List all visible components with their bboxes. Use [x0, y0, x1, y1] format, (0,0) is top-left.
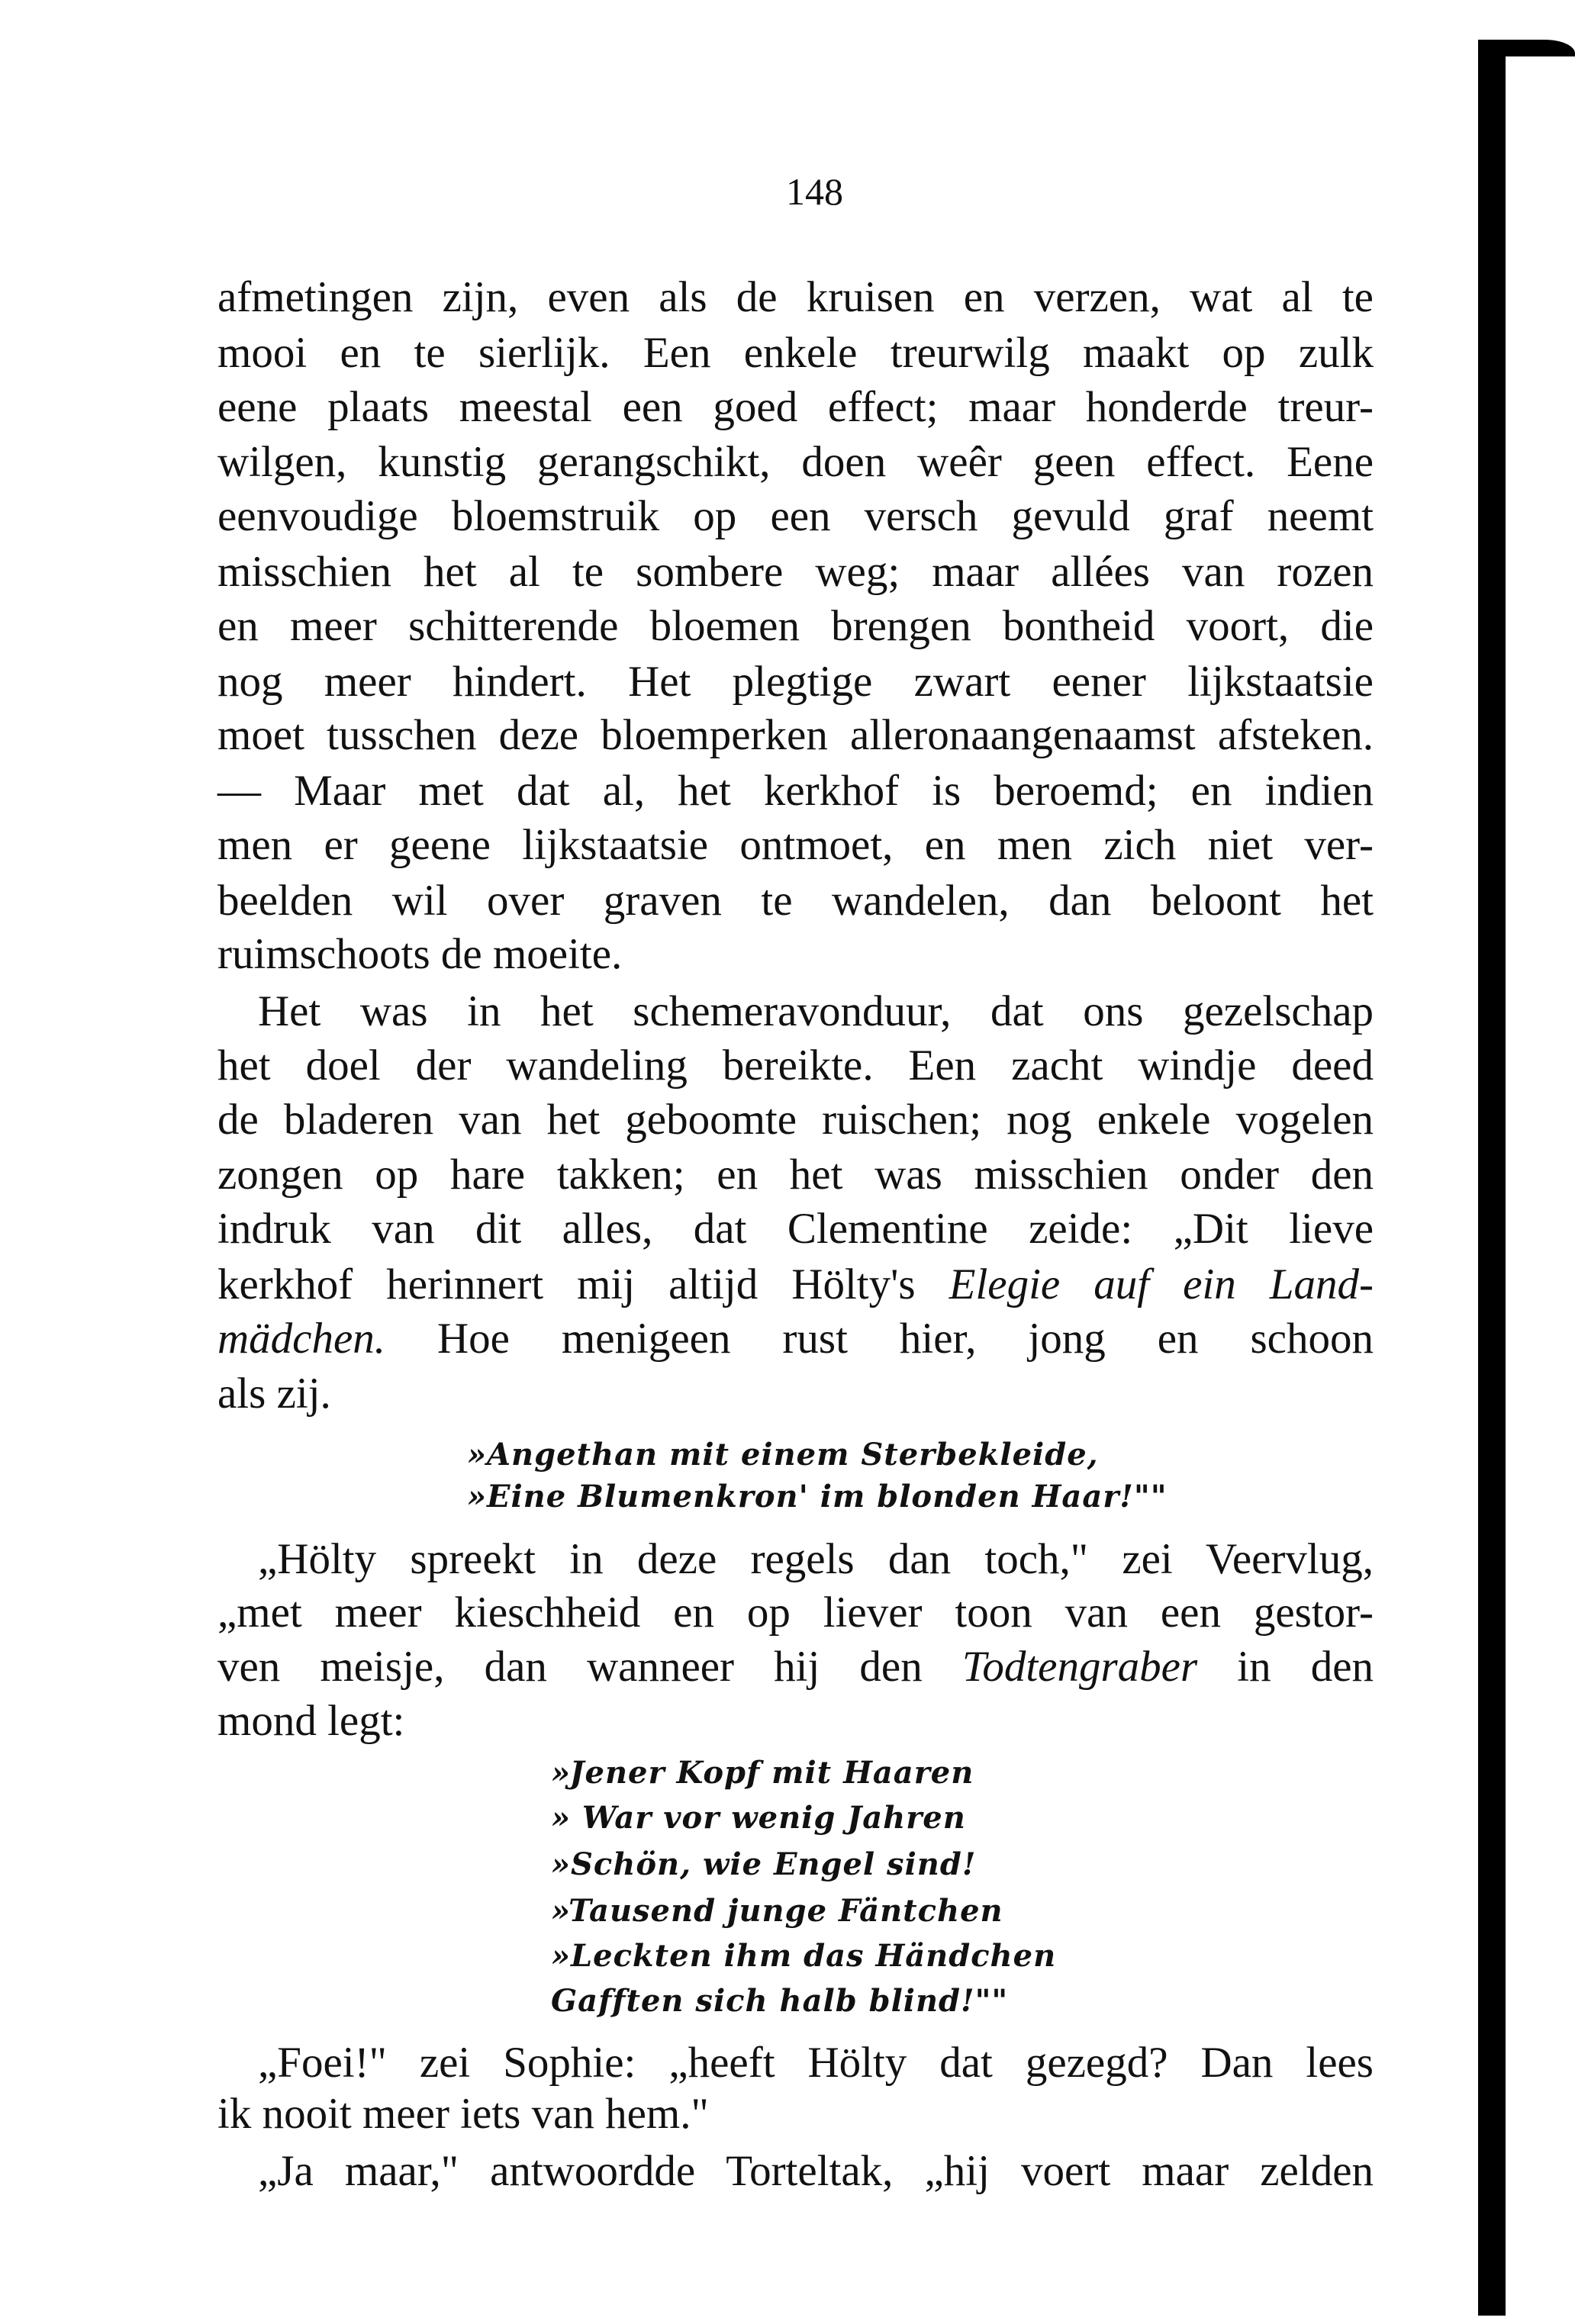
text-segment: men er geene lijkstaatsie ontmoet, en men zich niet ver-	[217, 820, 1374, 869]
text-line	[217, 436, 1374, 489]
text-line	[217, 1367, 1374, 1421]
text-line	[217, 764, 1374, 818]
poem-line: »Angethan mit einem Sterbekleide,	[467, 1437, 1099, 1473]
text-line	[217, 819, 1374, 872]
text-line	[217, 1039, 1374, 1093]
text-line	[217, 655, 1374, 709]
text-segment: ik nooit meer iets van hem."	[217, 2090, 709, 2139]
text-segment: moet tusschen deze bloemperken alleronaangenaamst afsteken.	[217, 711, 1374, 760]
page-number: 148	[786, 170, 843, 213]
text-segment: de bladeren van het geboomte ruischen; nog enkele vogelen	[217, 1095, 1374, 1144]
text-segment: zongen op hare takken; en het was misschien onder den	[217, 1151, 1374, 1199]
text-segment: ven meisje, dan wanneer hij den	[217, 1643, 962, 1691]
text-segment: indruk van dit alles, dat Clementine zeide: „Dit lieve	[217, 1205, 1374, 1254]
text-segment: als zij.	[217, 1370, 331, 1418]
text-line	[258, 985, 1374, 1038]
text-segment: wilgen, kunstig gerangschikt, doen weêr geen effect. Eene	[217, 438, 1374, 487]
text-line	[217, 546, 1374, 599]
text-line	[217, 928, 1374, 981]
italic-text: mädchen.	[217, 1314, 386, 1363]
text-segment: mond legt:	[217, 1696, 405, 1745]
italic-text: Todtengraber	[961, 1643, 1198, 1691]
poem-line: » War vor wenig Jahren	[551, 1799, 966, 1836]
poem-line: »Leckten ihm das Händchen	[551, 1937, 1057, 1974]
text-segment: „Foei!" zei Sophie: „heeft Hölty dat gezegd? Dan lees	[258, 2039, 1374, 2087]
text-segment: „Hölty spreekt in deze regels dan toch," zei Veervlug,	[258, 1534, 1374, 1583]
text-segment: eene plaats meestal een goed effect; maar honderde treur-	[217, 382, 1374, 431]
text-line	[258, 1533, 1374, 1586]
text-segment: beelden wil over graven te wandelen, dan beloont het	[217, 876, 1374, 925]
text-line	[217, 600, 1374, 653]
text-line	[217, 2087, 1374, 2141]
text-line	[217, 1640, 1374, 1694]
poem-line: »Eine Blumenkron' im blonden Haar!""	[467, 1479, 1168, 1515]
text-segment: kerkhof herinnert mij altijd Hölty's	[217, 1260, 949, 1308]
text-line	[217, 1202, 1374, 1256]
text-segment: — Maar met dat al, het kerkhof is beroemd; en indien	[217, 767, 1374, 816]
text-segment: het doel der wandeling bereikte. Een zacht windje deed	[217, 1041, 1374, 1090]
italic-text: Elegie auf ein Land-	[949, 1260, 1374, 1308]
text-segment: mooi en te sierlijk. Een enkele treurwilg maakt op zulk	[217, 328, 1374, 377]
text-line	[258, 2145, 1374, 2198]
text-segment: Het was in het schemeravonduur, dat ons gezelschap	[258, 987, 1374, 1036]
text-line	[217, 1586, 1374, 1640]
text-segment: in den	[1197, 1643, 1374, 1691]
text-line	[217, 1312, 1374, 1366]
page-edge-bar	[1478, 46, 1506, 2316]
text-line	[217, 874, 1374, 928]
text-line	[217, 381, 1374, 434]
text-segment: ruimschoots de moeite.	[217, 930, 623, 979]
text-line	[217, 327, 1374, 380]
text-segment: en meer schitterende bloemen brengen bontheid voort, die	[217, 601, 1374, 650]
text-line	[217, 271, 1374, 324]
text-line	[217, 709, 1374, 762]
text-segment: afmetingen zijn, even als de kruisen en verzen, wat al te	[217, 273, 1374, 322]
text-segment: eenvoudige bloemstruik op een versch gevuld graf neemt	[217, 492, 1374, 541]
text-segment: nog meer hindert. Het plegtige zwart eener lijkstaatsie	[217, 657, 1374, 706]
text-line	[217, 1148, 1374, 1202]
text-segment: Hoe menigeen rust hier, jong en schoon	[385, 1314, 1374, 1363]
text-line	[217, 1093, 1374, 1147]
poem-line: »Tausend junge Fäntchen	[551, 1892, 1003, 1929]
text-line	[258, 2036, 1374, 2090]
text-line	[217, 490, 1374, 543]
text-line	[217, 1258, 1374, 1312]
text-segment: „Ja maar," antwoordde Torteltak, „hij voert maar zelden	[258, 2146, 1374, 2195]
text-line	[217, 1695, 1374, 1748]
text-segment: misschien het al te sombere weg; maar allées van rozen	[217, 548, 1374, 596]
poem-line: »Jener Kopf mit Haaren	[551, 1754, 974, 1791]
text-segment: „met meer kieschheid en op liever toon van een gestor-	[217, 1588, 1374, 1637]
poem-line: Gafften sich halb blind!""	[551, 1982, 1009, 2019]
poem-line: »Schön, wie Engel sind!	[551, 1846, 977, 1882]
